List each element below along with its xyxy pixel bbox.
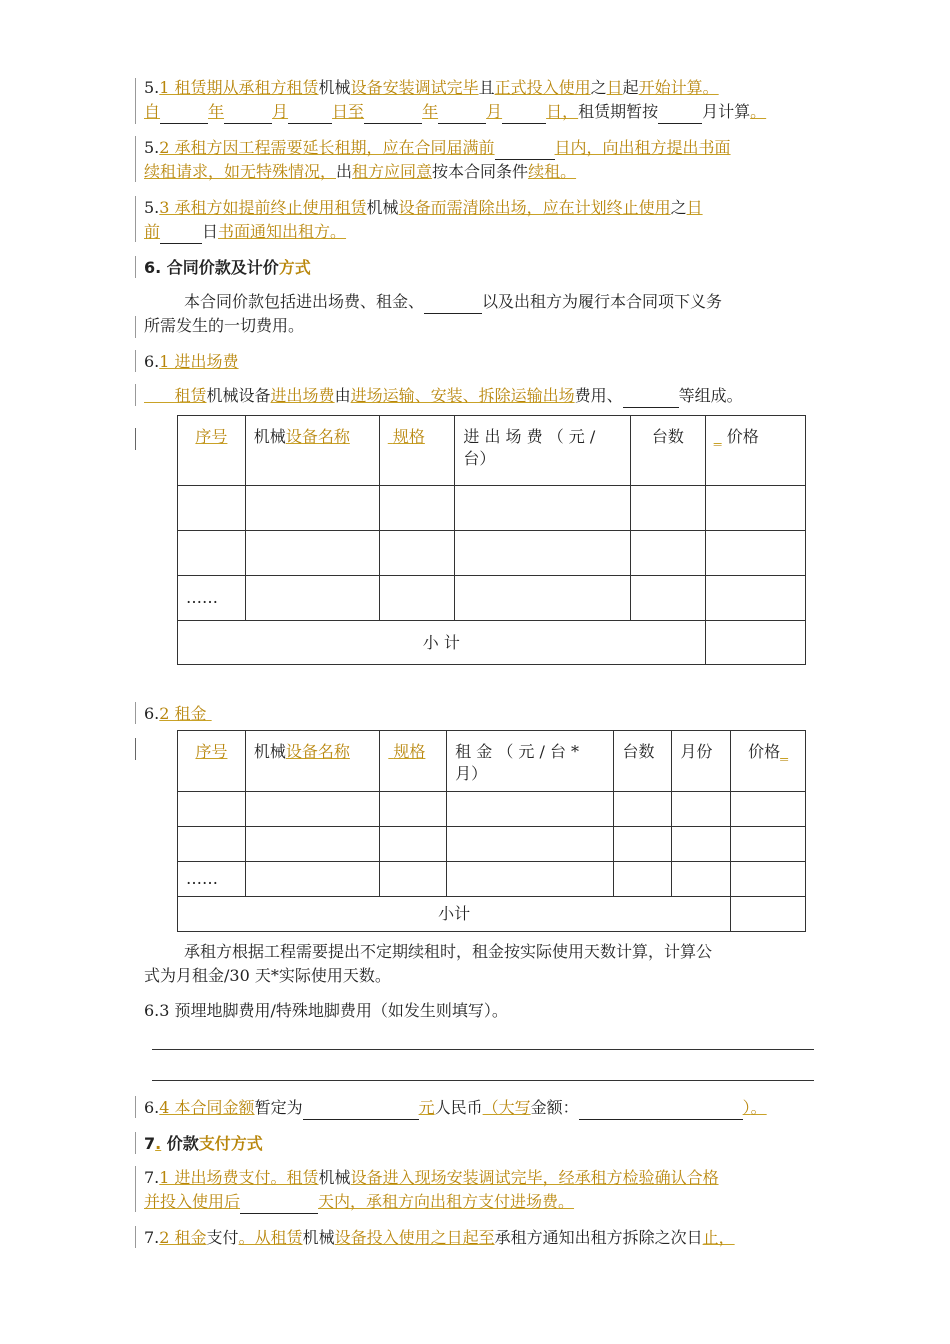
table-cell[interactable] bbox=[455, 576, 631, 621]
change-bar bbox=[135, 256, 136, 278]
header-seq: 序号 bbox=[178, 731, 246, 792]
change-bar bbox=[135, 1096, 136, 1118]
table-cell[interactable] bbox=[705, 576, 805, 621]
fill-blank[interactable] bbox=[495, 141, 555, 160]
table-row bbox=[178, 862, 806, 897]
amount-blank[interactable] bbox=[303, 1101, 419, 1120]
table-cell[interactable] bbox=[614, 827, 672, 862]
table-cell[interactable] bbox=[447, 827, 614, 862]
change-bar bbox=[135, 350, 136, 372]
table-cell[interactable] bbox=[672, 792, 731, 827]
header-qty: 台数 bbox=[631, 416, 706, 486]
table-cell[interactable] bbox=[672, 862, 731, 897]
change-bar bbox=[135, 1166, 136, 1212]
rent-table bbox=[177, 730, 806, 932]
change-bar bbox=[135, 428, 136, 450]
header-seq: 序号 bbox=[178, 416, 246, 486]
amount-words-blank[interactable] bbox=[579, 1101, 743, 1120]
header-price: _ 价格 bbox=[705, 416, 805, 486]
change-bar bbox=[135, 384, 136, 406]
subtotal-value-cell[interactable] bbox=[731, 897, 806, 932]
fill-blank[interactable] bbox=[364, 105, 422, 124]
fill-blank[interactable] bbox=[160, 105, 208, 124]
table-cell[interactable] bbox=[455, 486, 631, 531]
header-equipment-name: 机械设备名称 bbox=[245, 416, 379, 486]
table-cell[interactable] bbox=[455, 531, 631, 576]
table-cell[interactable] bbox=[380, 792, 447, 827]
table-cell[interactable] bbox=[380, 827, 447, 862]
subtotal-row bbox=[178, 897, 806, 932]
subtotal-label: 小 计 bbox=[178, 621, 706, 665]
header-qty: 台数 bbox=[614, 731, 672, 792]
table-cell[interactable] bbox=[245, 862, 379, 897]
table-cell[interactable] bbox=[178, 531, 246, 576]
fill-blank[interactable] bbox=[288, 105, 332, 124]
change-bar bbox=[135, 78, 136, 124]
clause-7-2-line-1: 7.2 租金支付。从租赁机械设备投入使用之日起至承租方通知出租方拆除之次日止， bbox=[144, 1228, 735, 1247]
change-bar bbox=[135, 1132, 136, 1154]
clause-5-2-line-1: 5.2 承租方因工程需要延长租期，应在合同届满前 日内，向出租方提出书面 bbox=[144, 136, 731, 160]
table-cell[interactable] bbox=[245, 576, 379, 621]
table-cell[interactable] bbox=[379, 576, 455, 621]
header-spec: 规格 bbox=[380, 731, 447, 792]
fill-blank[interactable] bbox=[623, 389, 679, 408]
fill-blank[interactable] bbox=[160, 225, 202, 244]
clause-6-1-heading: 6.1 进出场费 bbox=[144, 352, 239, 371]
table-cell[interactable] bbox=[631, 576, 706, 621]
header-spec: 规格 bbox=[379, 416, 455, 486]
table-header-row bbox=[178, 731, 806, 792]
table-row bbox=[178, 827, 806, 862]
table-cell[interactable] bbox=[447, 792, 614, 827]
fill-line[interactable] bbox=[152, 1049, 814, 1050]
table-cell[interactable] bbox=[731, 792, 806, 827]
clause-5-3-line-2: 前 日书面通知出租方。 bbox=[144, 220, 346, 244]
clause-5-2-line-2: 续租请求，如无特殊情况，出租方应同意按本合同条件续租。 bbox=[144, 162, 577, 181]
clause-6-2-heading: 6.2 租金 bbox=[144, 704, 207, 723]
table-cell[interactable] bbox=[731, 827, 806, 862]
header-fee: 进 出 场 费 （ 元 / 台） bbox=[455, 416, 631, 486]
table-cell[interactable] bbox=[245, 486, 379, 531]
clause-7-1-line-2: 并投入使用后 天内，承租方向出租方支付进场费。 bbox=[144, 1190, 574, 1214]
table-cell[interactable] bbox=[245, 531, 379, 576]
header-rent: 租 金 （ 元 / 台 * 月） bbox=[447, 731, 614, 792]
table-cell[interactable] bbox=[245, 827, 379, 862]
fill-blank[interactable] bbox=[240, 1195, 318, 1214]
table-cell[interactable] bbox=[614, 792, 672, 827]
clause-6-2-note-line-1: 承租方根据工程需要提出不定期续租时，租金按实际使用天数计算，计算公 bbox=[184, 942, 713, 961]
fill-blank[interactable] bbox=[658, 105, 702, 124]
section-7-heading: 7. 价款支付方式 bbox=[144, 1134, 263, 1153]
clause-5-1-line-2: 自 年 月 日至 年 月 日，租赁期暂按 月计算。 bbox=[144, 100, 766, 124]
section-6-intro-line-2: 所需发生的一切费用。 bbox=[144, 316, 305, 335]
table-cell[interactable] bbox=[672, 827, 731, 862]
table-cell[interactable] bbox=[379, 531, 455, 576]
entry-exit-fee-table bbox=[177, 415, 806, 665]
clause-6-2-note-line-2: 式为月租金/30 天*实际使用天数。 bbox=[144, 966, 391, 985]
table-cell[interactable] bbox=[178, 792, 246, 827]
change-bar bbox=[135, 196, 136, 242]
subtotal-row bbox=[178, 621, 806, 665]
table-cell[interactable] bbox=[705, 531, 805, 576]
change-bar bbox=[135, 136, 136, 182]
fill-blank[interactable] bbox=[224, 105, 272, 124]
ellipsis-cell: …… bbox=[178, 576, 246, 621]
table-cell[interactable] bbox=[631, 531, 706, 576]
fill-line[interactable] bbox=[152, 1080, 814, 1081]
table-cell[interactable] bbox=[731, 862, 806, 897]
change-bar bbox=[135, 702, 136, 724]
clause-7-1-line-1: 7.1 进出场费支付。租赁机械设备进入现场安装调试完毕，经承租方检验确认合格 bbox=[144, 1168, 719, 1187]
table-cell[interactable] bbox=[614, 862, 672, 897]
fill-blank[interactable] bbox=[438, 105, 486, 124]
change-bar bbox=[135, 738, 136, 760]
header-price: 价格_ bbox=[731, 731, 806, 792]
table-cell[interactable] bbox=[379, 486, 455, 531]
table-cell[interactable] bbox=[245, 792, 379, 827]
clause-5-3-line-1: 5.3 承租方如提前终止使用租赁机械设备而需清除出场，应在计划终止使用之日 bbox=[144, 198, 703, 217]
table-row bbox=[178, 792, 806, 827]
table-cell[interactable] bbox=[631, 486, 706, 531]
table-cell[interactable] bbox=[178, 827, 246, 862]
clause-6-1-desc: 租赁机械设备进出场费由进场运输、安装、拆除运输出场费用、 等组成。 bbox=[144, 384, 743, 408]
subtotal-label: 小计 bbox=[178, 897, 731, 932]
table-row bbox=[178, 576, 806, 621]
clause-5-1-line-1: 5.1 租赁期从承租方租赁机械设备安装调试完毕且正式投入使用之日起开始计算。 bbox=[144, 78, 719, 97]
change-bar bbox=[135, 1226, 136, 1248]
section-6-heading: 6. 合同价款及计价方式 bbox=[144, 258, 311, 277]
subtotal-value-cell[interactable] bbox=[705, 621, 805, 665]
clause-6-3: 6.3 预埋地脚费用/特殊地脚费用（如发生则填写）。 bbox=[144, 1001, 508, 1020]
table-header-row bbox=[178, 416, 806, 486]
section-6-intro-line-1: 本合同价款包括进出场费、租金、 以及出租方为履行本合同项下义务 bbox=[144, 290, 722, 314]
table-cell[interactable] bbox=[447, 862, 614, 897]
header-month: 月份 bbox=[672, 731, 731, 792]
table-cell[interactable] bbox=[705, 486, 805, 531]
fill-blank[interactable] bbox=[502, 105, 546, 124]
fill-blank[interactable] bbox=[424, 295, 482, 314]
ellipsis-cell: …… bbox=[178, 862, 246, 897]
table-row bbox=[178, 486, 806, 531]
table-row bbox=[178, 531, 806, 576]
header-equipment-name: 机械设备名称 bbox=[245, 731, 379, 792]
table-cell[interactable] bbox=[178, 486, 246, 531]
change-bar bbox=[135, 316, 136, 338]
clause-6-4: 6.4 本合同金额暂定为 元人民币（大写金额： ）。 bbox=[144, 1096, 767, 1120]
table-cell[interactable] bbox=[380, 862, 447, 897]
